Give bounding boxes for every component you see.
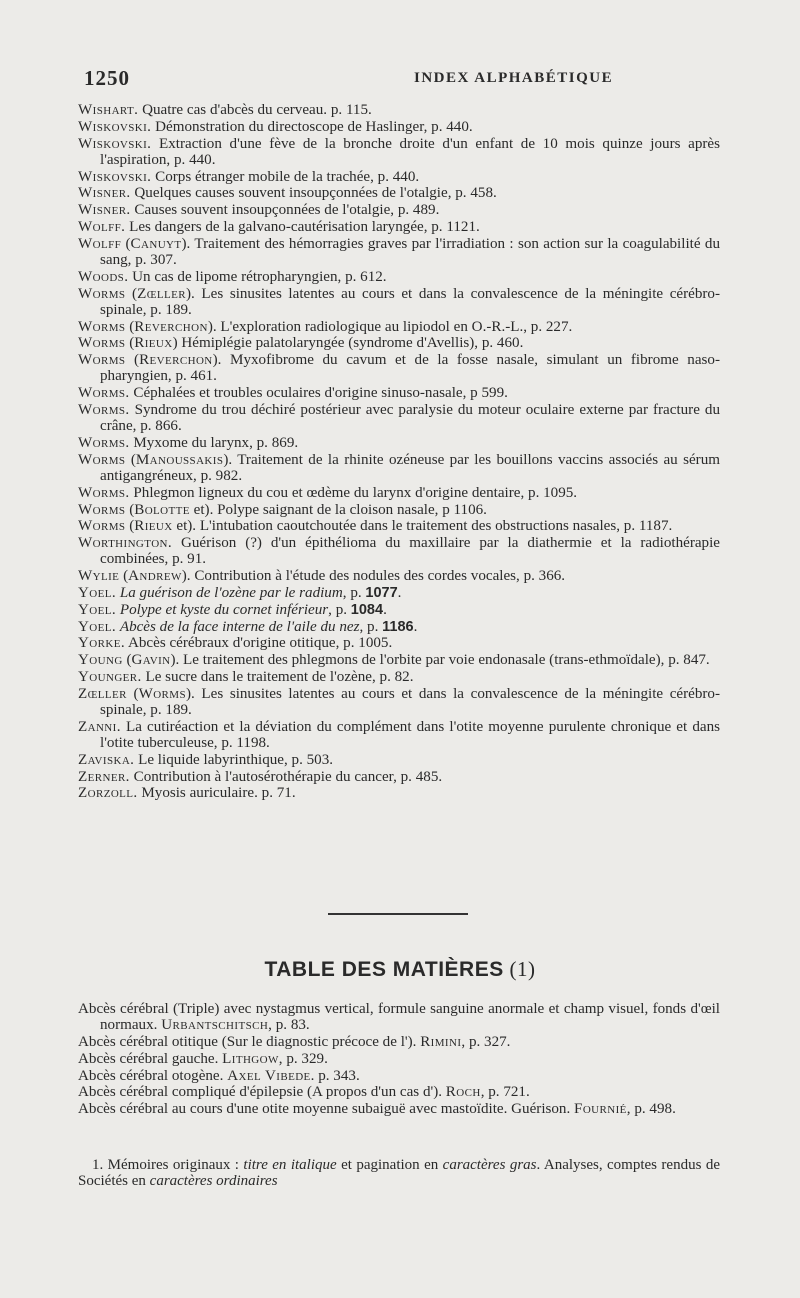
entry-text: . Analyses, comptes rendus de Sociétés en — [78, 1157, 720, 1189]
toc-footnote-marker: (1) — [503, 957, 536, 981]
author-name: Worms — [138, 685, 186, 702]
entry-text: Les dangers de la galvano-cautérisation laryngée, p. 1121. — [125, 218, 480, 235]
author-name: Yoel. — [78, 601, 117, 618]
index-entry — [78, 119, 720, 135]
author-name: Worthington. — [78, 535, 173, 552]
running-title: INDEX ALPHABÉTIQUE — [414, 70, 614, 86]
entry-text: Le liquide labyrinthique, p. 503. — [134, 751, 334, 768]
entry-text: et pagination en — [336, 1157, 443, 1173]
entry-text: ). Contribution à l'étude des nodules des cordes vocales, p. 366. — [181, 568, 566, 585]
index-entry — [78, 236, 720, 268]
entry-text: ). Traitement de la rhinite ozéneuse par les bouillons vaccins associés au sérum antigangréneux, p. 982. — [100, 451, 720, 484]
entry-text: Abcès cérébraux d'origine otitique, p. 1005. — [125, 635, 393, 652]
author-name: Yorke. — [78, 635, 126, 652]
author-name: Wylie — [78, 568, 120, 585]
entry-text: Abcès cérébral otogène. — [78, 1067, 228, 1084]
entry-text: Abcès cérébral otitique (Sur le diagnostic précoce de l'). — [78, 1034, 421, 1050]
entry-text: Myosis auriculaire. p. 71. — [137, 785, 296, 802]
entry-text: ( — [125, 501, 135, 518]
author-name: Worms. — [78, 434, 130, 451]
entry-text: 1. Mémoires originaux : — [92, 1157, 244, 1173]
index-entry — [78, 619, 720, 635]
author-name: Reverchon — [134, 318, 208, 335]
index-entry — [78, 269, 720, 285]
author-name: Fournié — [574, 1101, 627, 1118]
entry-text: et). Polype saignant de la cloison nasale, p 1106. — [189, 501, 487, 518]
bold-page-number: 1077 — [365, 584, 398, 601]
entry-text: , p. — [359, 618, 383, 635]
entry-text: ). Le traitement des phlegmons de l'orbite par voie endonasale (trans-ethmoïdale), p. 847. — [170, 652, 710, 669]
toc-entry — [78, 1084, 720, 1100]
entry-text: ( — [121, 235, 131, 252]
entry-text: , p. 83. — [268, 1017, 310, 1034]
author-name: Lithgow — [222, 1050, 279, 1067]
entry-text: Abcès cérébral gauche. — [78, 1050, 223, 1067]
section-rule — [328, 913, 468, 915]
entry-text: Abcès cérébral (Triple) avec nystagmus vertical, formule sanguine anormale et champ visuel, fonds d'œil normaux. — [78, 1001, 720, 1034]
entry-text: Extraction d'une fève de la bronche droite d'un enfant de 10 mois quinze jours après l'aspiration, p. 440. — [100, 135, 720, 168]
index-entry — [78, 669, 720, 685]
index-entry — [78, 435, 720, 451]
toc-entry — [78, 1034, 720, 1050]
author-name: Rieux — [134, 518, 173, 535]
entry-text: Quatre cas d'abcès du cerveau. p. 115. — [138, 102, 372, 118]
author-name: Worms — [78, 451, 126, 468]
author-name: Wisner. — [78, 202, 131, 219]
index-entry — [78, 286, 720, 318]
author-name: Wishart. — [78, 102, 139, 118]
index-entry — [78, 219, 720, 235]
entry-text: Un cas de lipome rétropharyngien, p. 612. — [128, 268, 387, 285]
author-name: Woods. — [78, 268, 129, 285]
entry-text: ( — [122, 652, 132, 669]
author-name: Yoel. — [78, 618, 117, 635]
author-name: Worms — [78, 285, 126, 302]
author-name: Zerner. — [78, 768, 130, 785]
entry-text: Guérison (?) d'un épithélioma du maxillaire par la diathermie et la radiothérapie combinées, p. 91. — [100, 535, 720, 568]
entry-text: ( — [125, 335, 135, 352]
entry-text: Myxome du larynx, p. 869. — [129, 434, 299, 451]
author-name: Gavin — [131, 652, 171, 669]
entry-text: Démonstration du directoscope de Haslinger, p. 440. — [151, 118, 473, 135]
author-name: Manoussakis — [135, 451, 224, 468]
author-name: Roch — [445, 1084, 481, 1101]
entry-text: , p. — [328, 601, 351, 618]
author-name: Axel Vibede — [227, 1067, 311, 1084]
index-entry — [78, 769, 720, 785]
author-name: Young — [78, 652, 123, 669]
index-entry — [78, 518, 720, 534]
toc-title-text: TABLE DES MATIÈRES — [264, 958, 504, 981]
entry-text: Syndrome du trou déchiré postérieur avec paralysie du moteur oculaire externe par fracture du crâne, p. 866. — [100, 401, 720, 435]
author-name: Zœller — [137, 285, 186, 302]
entry-text: . p. 343. — [310, 1067, 360, 1084]
author-name: Wiskovski. — [78, 135, 152, 152]
author-name: Urbantschitsch — [161, 1017, 269, 1034]
entry-text: Causes souvent insoupçonnées de l'otalgie, p. 489. — [130, 202, 440, 219]
index-entry — [78, 752, 720, 768]
author-name: Reverchon — [139, 352, 213, 369]
entry-text: . — [413, 618, 418, 635]
author-name: Wolff — [78, 235, 122, 252]
toc-entry — [78, 1068, 720, 1084]
toc-entry — [78, 1101, 720, 1117]
entry-text: ) Hémiplégie palatolaryngée (syndrome d'Avellis), p. 460. — [172, 335, 524, 352]
entry-text: ). Les sinusites latentes au cours et dans la convalescence de la méningite cérébro-spinale, p. 189. — [100, 285, 720, 318]
italic-title: caractères gras — [442, 1157, 537, 1173]
page-header — [84, 66, 724, 90]
author-name: Worms — [78, 501, 126, 518]
index-entry — [78, 319, 720, 335]
author-name: Rieux — [134, 335, 173, 352]
author-name: Andrew — [128, 568, 182, 585]
toc-entry — [78, 1051, 720, 1067]
author-name: Worms — [78, 318, 126, 335]
bold-page-number: 1186 — [382, 618, 414, 635]
italic-title: Abcès de la face interne de l'aile du nez — [119, 618, 360, 635]
author-name: Worms. — [78, 401, 130, 418]
toc-list — [78, 1001, 720, 1118]
index-entry — [78, 352, 720, 384]
entry-text: ). Traitement des hémorragies graves par l'irradiation : son action sur la coagulabilité du sang, p. 307. — [100, 235, 720, 268]
page-number: 1250 — [84, 66, 130, 90]
index-entry — [78, 585, 720, 601]
index-entry — [78, 335, 720, 351]
entry-text: ( — [125, 318, 135, 335]
entry-text: ( — [126, 685, 139, 702]
author-name: Canuyt — [130, 235, 182, 252]
index-entry — [78, 652, 720, 668]
toc-entry — [78, 1001, 720, 1033]
entry-text: Phlegmon ligneux du cou et œdème du larynx d'origine dentaire, p. 1095. — [129, 484, 578, 501]
index-entry — [78, 136, 720, 168]
entry-text: , p. 329. — [278, 1050, 328, 1067]
entry-text: ( — [125, 352, 140, 369]
author-name: Zorzoll. — [78, 785, 138, 802]
index-entry — [78, 402, 720, 434]
author-name: Worms — [78, 335, 126, 352]
entry-text: ( — [125, 518, 135, 535]
entry-text: Céphalées et troubles oculaires d'origine sinuso-nasale, p 599. — [129, 385, 508, 402]
italic-title: titre en italique — [243, 1157, 337, 1173]
author-name: Wolff. — [78, 218, 126, 235]
index-entry — [78, 535, 720, 567]
index-entry — [78, 102, 720, 118]
italic-title: Polype et kyste du cornet inférieur — [119, 601, 329, 618]
author-name: Wiskovski. — [78, 168, 152, 185]
alphabetical-index — [78, 102, 720, 802]
author-name: Zaviska. — [78, 751, 135, 768]
author-name: Worms — [78, 518, 126, 535]
entry-text: La cutiréaction et la déviation du complément dans l'otite moyenne purulente chronique et dans l'otite tuberculeuse, p. 1198. — [100, 718, 720, 751]
index-entry — [78, 719, 720, 751]
entry-text: Corps étranger mobile de la trachée, p. 440. — [151, 168, 420, 185]
entry-text: ( — [125, 451, 136, 468]
author-name: Yoel. — [78, 584, 117, 601]
entry-text: ). Les sinusites latentes au cours et dans la convalescence de la méningite cérébro-spinale, p. 189. — [100, 685, 720, 718]
index-entry — [78, 202, 720, 218]
entry-text: ). L'exploration radiologique au lipiodol en O.-R.-L., p. 227. — [207, 318, 573, 335]
author-name: Wisner. — [78, 185, 131, 202]
entry-text: , p. 721. — [480, 1084, 530, 1101]
author-name: Younger. — [78, 668, 142, 685]
footnote — [78, 1157, 720, 1189]
entry-text: . — [397, 584, 402, 601]
index-entry — [78, 169, 720, 185]
entry-text: , p. — [342, 584, 366, 601]
author-name: Bolotte — [134, 501, 190, 518]
entry-text: et). L'intubation caoutchoutée dans le traitement des obstructions nasales, p. 1187. — [172, 518, 673, 535]
entry-text: , p. 327. — [461, 1034, 511, 1050]
entry-text: Contribution à l'autosérothérapie du cancer, p. 485. — [129, 768, 443, 785]
index-entry — [78, 452, 720, 484]
index-entry — [78, 385, 720, 401]
entry-text: Abcès cérébral au cours d'une otite moyenne subaiguë avec mastoïdite. Guérison. — [78, 1101, 575, 1118]
author-name: Zœller — [78, 685, 127, 702]
entry-text: ( — [125, 285, 138, 302]
author-name: Worms. — [78, 385, 130, 402]
entry-text: ). Myxofibrome du cavum et de la fosse nasale, simulant un fibrome naso-pharyngien, p. 461. — [100, 352, 720, 385]
entry-text: Abcès cérébral compliqué d'épilepsie (A propos d'un cas d'). — [78, 1084, 446, 1101]
author-name: Worms. — [78, 484, 130, 501]
index-entry — [78, 635, 720, 651]
author-name: Worms — [78, 352, 126, 369]
author-name: Rimini — [420, 1034, 462, 1050]
entry-text: ( — [119, 568, 129, 585]
index-entry — [78, 602, 720, 618]
entry-text: . — [383, 601, 387, 618]
author-name: Wiskovski. — [78, 118, 152, 135]
index-entry — [78, 686, 720, 718]
index-entry — [78, 568, 720, 584]
index-entry — [78, 502, 720, 518]
author-name: Zanni. — [78, 718, 121, 735]
bold-page-number: 1084 — [350, 601, 384, 618]
entry-text: Quelques causes souvent insoupçonnées de l'otalgie, p. 458. — [130, 185, 497, 202]
italic-title: La guérison de l'ozène par le radium — [119, 584, 343, 601]
index-entry — [78, 185, 720, 201]
index-entry — [78, 785, 720, 801]
index-entry — [78, 485, 720, 501]
entry-text: , p. 498. — [626, 1101, 676, 1118]
entry-text: Le sucre dans le traitement de l'ozène, p. 82. — [141, 668, 414, 685]
italic-title: caractères ordinaires — [149, 1173, 278, 1189]
toc-title — [0, 957, 800, 982]
